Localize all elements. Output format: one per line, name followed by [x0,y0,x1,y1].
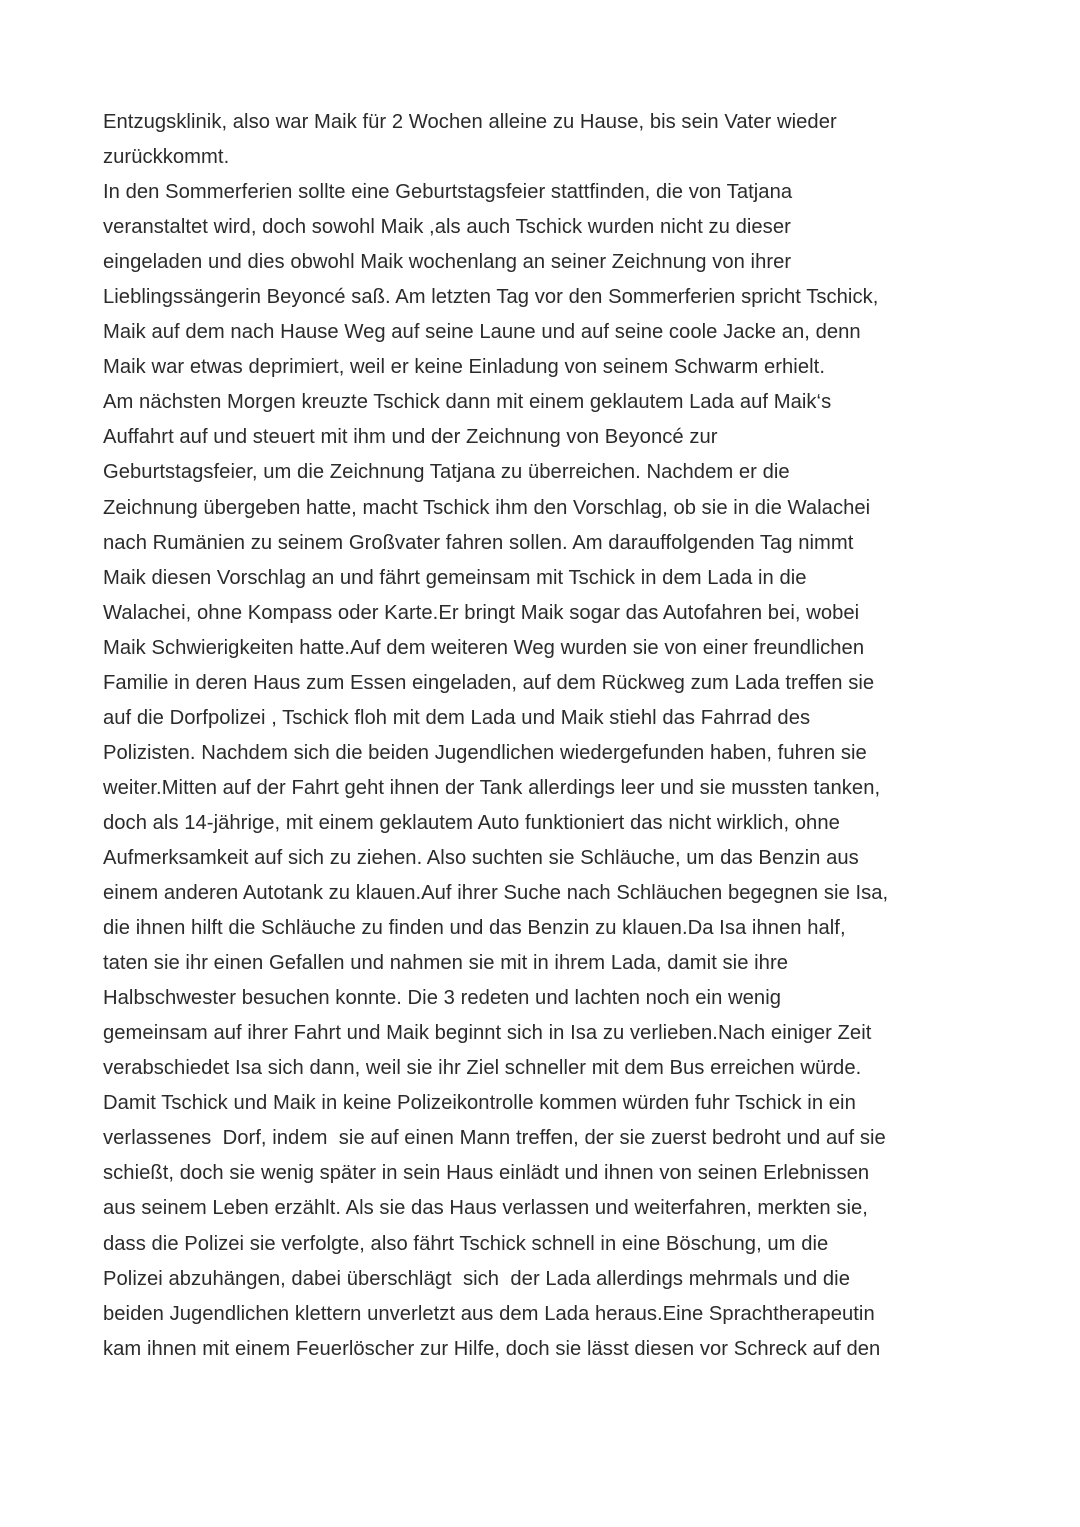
text-line: Auffahrt auf und steuert mit ihm und der Zeichnung von Beyoncé zur [103,426,718,449]
text-line: Polizei abzuhängen, dabei überschlägt sich der Lada allerdings mehrmals und die [103,1267,850,1290]
text-line: Maik war etwas deprimiert, weil er keine Einladung von seinem Schwarm erhielt. [103,356,825,379]
text-line: auf die Dorfpolizei , Tschick floh mit dem Lada und Maik stiehl das Fahrrad des [103,706,811,729]
text-line: gemeinsam auf ihrer Fahrt und Maik beginnt sich in Isa zu verlieben.Nach einiger Zeit [103,1022,872,1045]
text-line: Am nächsten Morgen kreuzte Tschick dann mit einem geklautem Lada auf Maik‘s [103,391,832,414]
text-line: verlassenes Dorf, indem sie auf einen Mann treffen, der sie zuerst bedroht und auf sie [103,1127,886,1150]
text-line: eingeladen und dies obwohl Maik wochenlang an seiner Zeichnung von ihrer [103,251,792,274]
text-line: Zeichnung übergeben hatte, macht Tschick ihm den Vorschlag, ob sie in die Walachei [103,496,871,519]
text-line: Polizisten. Nachdem sich die beiden Jugendlichen wiedergefunden haben, fuhren sie [103,741,867,764]
text-line: Lieblingssängerin Beyoncé saß. Am letzten Tag vor den Sommerferien spricht Tschick, [103,286,879,309]
text-line: schießt, doch sie wenig später in sein Haus einlädt und ihnen von seinen Erlebnissen [103,1162,870,1185]
text-line: Maik auf dem nach Hause Weg auf seine Laune und auf seine coole Jacke an, denn [103,321,861,344]
text-line: In den Sommerferien sollte eine Geburtstagsfeier stattfinden, die von Tatjana [103,181,793,204]
text-line: doch als 14-jährige, mit einem geklautem Auto funktioniert das nicht wirklich, ohne [103,811,840,834]
text-line: zurückkommt. [103,146,230,169]
text-line: taten sie ihr einen Gefallen und nahmen sie mit in ihrem Lada, damit sie ihre [103,952,788,975]
text-line: einem anderen Autotank zu klauen.Auf ihrer Suche nach Schläuchen begegnen sie Isa, [103,882,889,905]
text-line: Walachei, ohne Kompass oder Karte.Er bringt Maik sogar das Autofahren bei, wobei [103,601,860,624]
text-line: Familie in deren Haus zum Essen eingeladen, auf dem Rückweg zum Lada treffen sie [103,671,875,694]
body-text [103,105,1003,1367]
text-line: weiter.Mitten auf der Fahrt geht ihnen der Tank allerdings leer und sie mussten tanken, [103,776,881,799]
text-line: kam ihnen mit einem Feuerlöscher zur Hilfe, doch sie lässt diesen vor Schreck auf den [103,1337,881,1360]
text-line: aus seinem Leben erzählt. Als sie das Haus verlassen und weiterfahren, merkten sie, [103,1197,868,1220]
text-line: Entzugsklinik, also war Maik für 2 Wochen alleine zu Hause, bis sein Vater wieder [103,111,837,133]
text-line: verabschiedet Isa sich dann, weil sie ihr Ziel schneller mit dem Bus erreichen würde. [103,1057,862,1080]
text-line: Halbschwester besuchen konnte. Die 3 redeten und lachten noch ein wenig [103,987,782,1010]
text-line: veranstaltet wird, doch sowohl Maik ,als auch Tschick wurden nicht zu dieser [103,216,791,239]
text-line: dass die Polizei sie verfolgte, also fährt Tschick schnell in eine Böschung, um die [103,1232,829,1255]
text-line: Maik diesen Vorschlag an und fährt gemeinsam mit Tschick in dem Lada in die [103,566,807,589]
text-line: Damit Tschick und Maik in keine Polizeikontrolle kommen würden fuhr Tschick in ein [103,1092,856,1115]
text-line: Geburtstagsfeier, um die Zeichnung Tatjana zu überreichen. Nachdem er die [103,461,790,484]
text-line: beiden Jugendlichen klettern unverletzt aus dem Lada heraus.Eine Sprachtherapeutin [103,1302,875,1325]
text-line: Aufmerksamkeit auf sich zu ziehen. Also suchten sie Schläuche, um das Benzin aus [103,846,859,869]
text-line: Maik Schwierigkeiten hatte.Auf dem weiteren Weg wurden sie von einer freundlichen [103,636,865,659]
text-line: nach Rumänien zu seinem Großvater fahren sollen. Am darauffolgenden Tag nimmt [103,531,854,554]
text-line: die ihnen hilft die Schläuche zu finden und das Benzin zu klauen.Da Isa ihnen half, [103,917,846,940]
